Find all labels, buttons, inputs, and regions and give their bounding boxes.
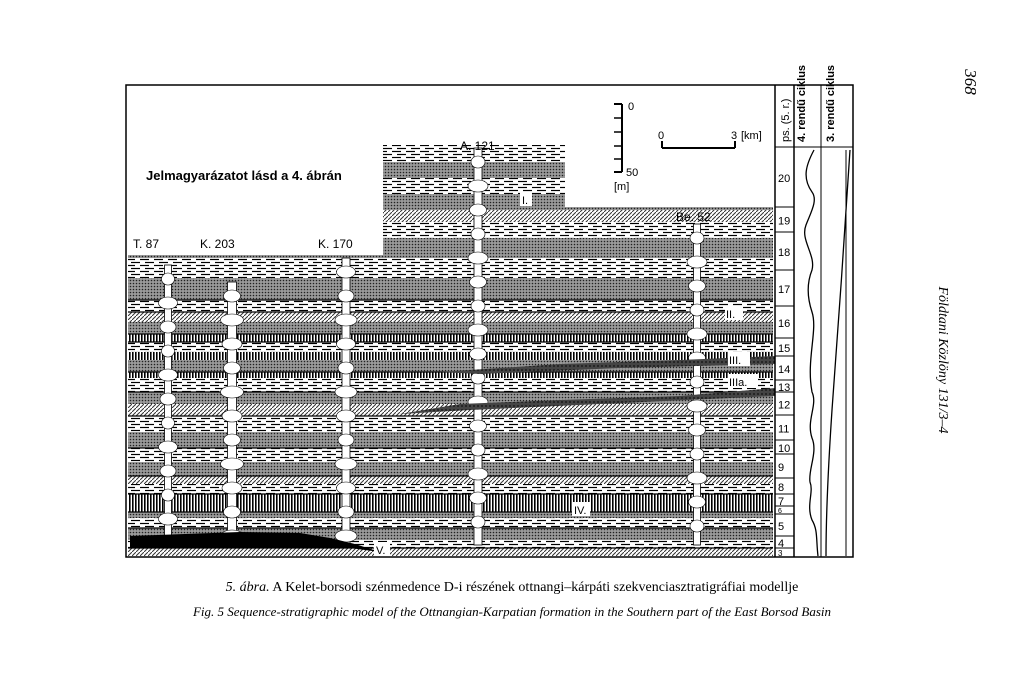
layer-band-25 [128,476,773,484]
sequence-number-17: 17 [778,284,791,296]
sequence-number-16: 16 [778,318,791,330]
well-label-a121: A. 121 [460,139,495,153]
well-label-k203: K. 203 [200,237,235,251]
legend-note: Jelmagyarázatot lásd a 4. ábrán [146,168,342,183]
caption-english-text: Sequence-stratigraphic model of the Ottnangian-Karpatian formation in the Southern part of the East Borsod Basin [227,604,832,619]
sequence-number-7: 7 [778,496,785,508]
layer-band-8 [128,258,773,278]
caption-hungarian-number: 5. ábra. [225,580,270,595]
sequence-number-14: 14 [778,364,791,376]
surface-label-iiia: IIIa. [729,377,748,389]
sequence-number-18: 18 [778,247,791,259]
sequence-number-19: 19 [778,215,791,228]
surface-label-iv: IV. [574,505,587,517]
journal-name: Földtani Közlöny 131/3–4 [935,286,950,434]
sequence-number-20: 20 [778,173,791,185]
well-label-k170: K. 170 [318,237,353,251]
layer-band-33 [128,548,773,556]
sequence-number-3: 3 [778,549,783,558]
layer-band-17 [128,372,773,378]
header-fourth-order: 4. rendű ciklus [796,64,808,142]
horizontal-scale-unit: [km] [741,130,762,142]
surface-label-iii: III. [729,355,742,367]
surface-label-v: V. [376,545,386,557]
header-third-order: 3. rendű ciklus [825,64,837,142]
caption-hungarian [0,580,1024,596]
horizontal-scale-right: 3 [731,130,738,142]
sequence-number-13: 13 [778,382,791,394]
well-label-t87: T. 87 [133,237,160,251]
layer-band-15 [128,352,773,360]
sequence-number-10: 10 [778,443,791,455]
surface-label-i: I. [522,195,529,207]
page-number: 368 [961,69,980,95]
well-label-be52: Be. 52 [676,210,711,224]
layer-band-10 [128,300,773,312]
surface-label-ii: II. [726,309,736,321]
caption-english-number: Fig. 5 [192,604,225,619]
caption-hungarian-text: A Kelet-borsodi szénmedence D-i részének ottnangi–kárpáti szekvenciasztratigráfiai modellje [272,580,799,595]
sequence-number-5: 5 [778,521,785,533]
vertical-scale-top: 0 [628,101,635,113]
caption-english [0,604,1024,620]
horizontal-scale-left: 0 [658,130,665,142]
sequence-number-4: 4 [778,538,785,550]
sequence-number-15: 15 [778,343,791,355]
vertical-scale-unit: [m] [614,181,630,193]
sequence-number-11: 11 [778,423,790,436]
sequence-number-8: 8 [778,482,785,494]
sequence-number-9: 9 [778,462,785,474]
a121-shoulder-blank [383,87,565,145]
sequence-number-6: 6 [778,508,782,515]
header-parasequence: ps. (5. r.) [780,98,792,142]
layer-band-30 [128,518,773,528]
vertical-scale-bottom: 50 [626,167,639,179]
layer-band-27 [128,494,773,502]
sequence-number-12: 12 [778,399,791,412]
